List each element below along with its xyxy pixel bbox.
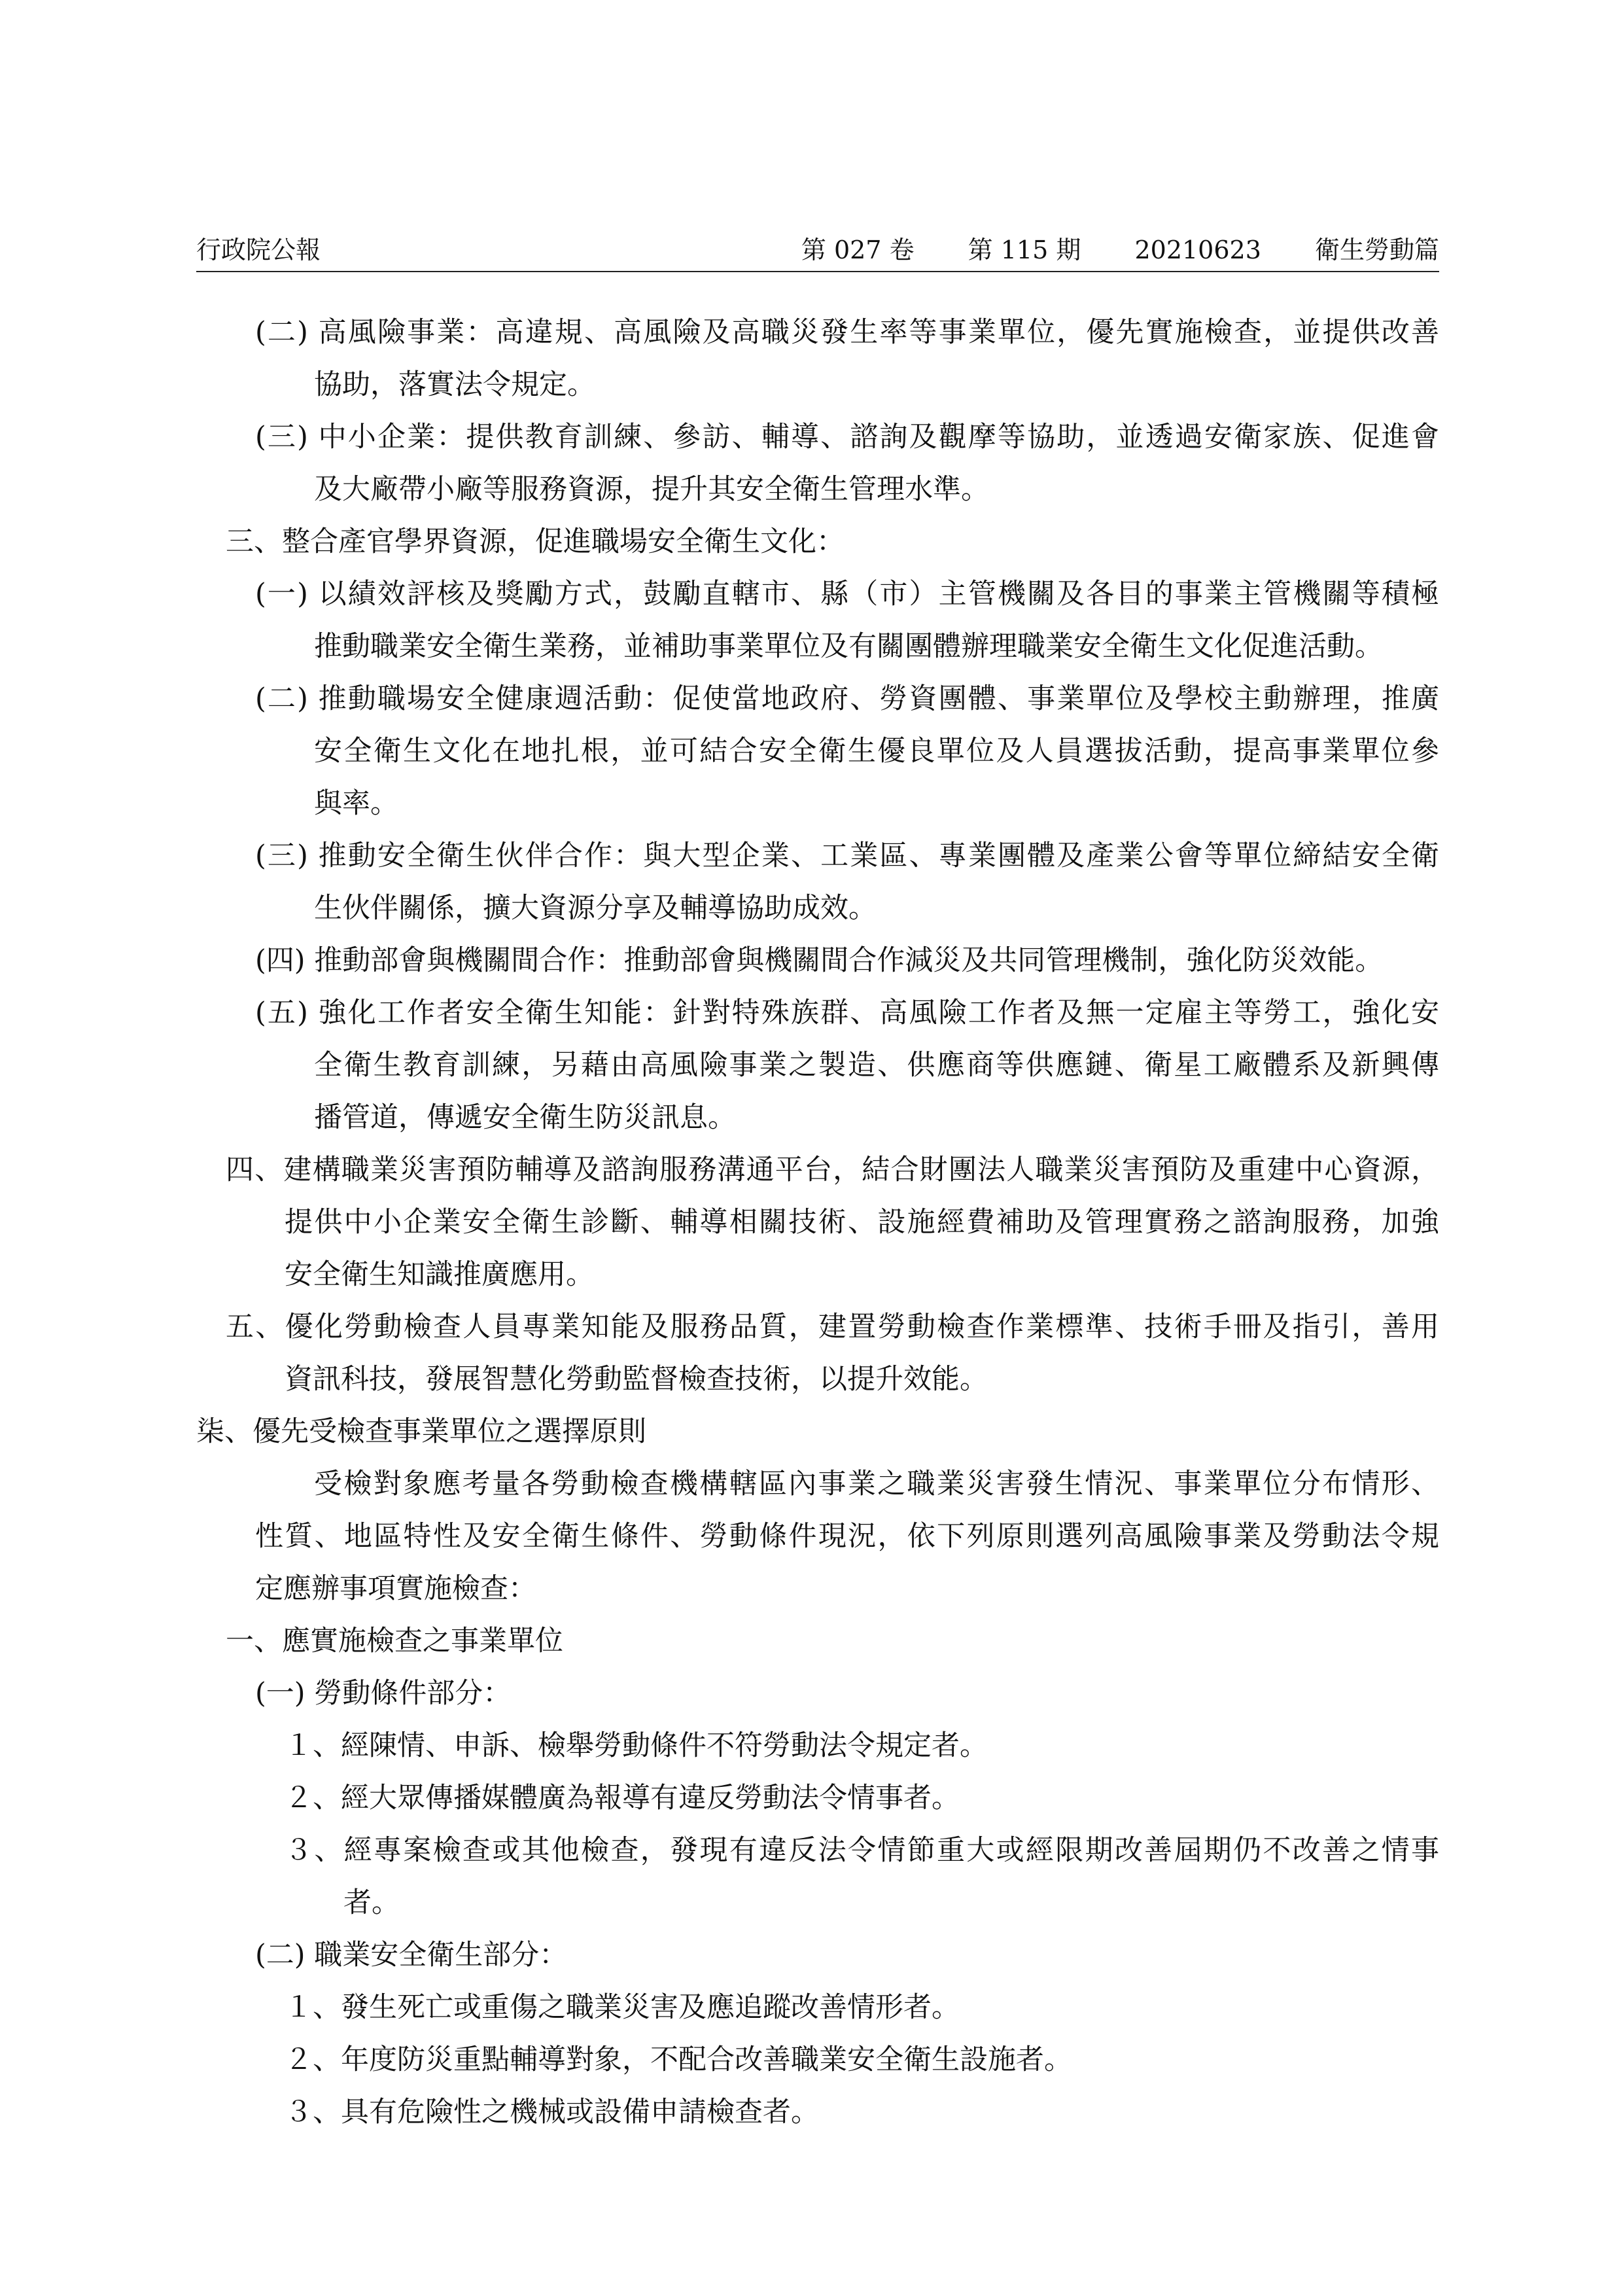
text-line: 及大廠帶小廠等服務資源，提升其安全衛生管理水準。 bbox=[314, 473, 989, 506]
text-line: (三) 推動安全衛生伙伴合作：與大型企業、工業區、專業團體及產業公會等單位締結安全衛 bbox=[255, 839, 1439, 872]
text-line: (二) 高風險事業：高違規、高風險及高職災發生率等事業單位，優先實施檢查，並提供改善 bbox=[255, 316, 1439, 349]
list-item: １、發生死亡或重傷之職業災害及應追蹤改善情形者。 bbox=[285, 1991, 960, 2024]
text-line: 提供中小企業安全衛生診斷、輔導相關技術、設施經費補助及管理實務之諮詢服務，加強 bbox=[285, 1206, 1439, 1239]
section-heading: 四、建構職業災害預防輔導及諮詢服務溝通平台，結合財團法人職業災害預防及重建中心資源， bbox=[226, 1154, 1439, 1186]
page-header bbox=[196, 233, 1439, 267]
text-line: 推動職業安全衛生業務，並補助事業單位及有關團體辦理職業安全衛生文化促進活動。 bbox=[314, 630, 1383, 663]
section-name: 衛生勞動篇 bbox=[1314, 236, 1439, 264]
text-line: 與率。 bbox=[314, 787, 398, 820]
text-line: (二) 推動職場安全健康週活動：促使當地政府、勞資團體、事業單位及學校主動辦理，推廣 bbox=[255, 682, 1439, 715]
text-line: 定應辦事項實施檢查： bbox=[255, 1572, 536, 1605]
text-line: 全衛生教育訓練，另藉由高風險事業之製造、供應商等供應鏈、衛星工廠體系及新興傳 bbox=[314, 1049, 1439, 1082]
volume-number: 第 027 卷 bbox=[801, 236, 915, 264]
header-rule bbox=[196, 271, 1439, 272]
section-heading: 一、應實施檢查之事業單位 bbox=[226, 1625, 563, 1657]
issue-number: 第 115 期 bbox=[968, 236, 1081, 264]
text-line: 性質、地區特性及安全衛生條件、勞動條件現況，依下列原則選列高風險事業及勞動法令規 bbox=[255, 1520, 1439, 1553]
section-heading: 三、整合產官學界資源，促進職場安全衛生文化： bbox=[226, 525, 845, 558]
text-line: (五) 強化工作者安全衛生知能：針對特殊族群、高風險工作者及無一定雇主等勞工，強化安 bbox=[255, 997, 1439, 1029]
publication-name: 行政院公報 bbox=[196, 236, 321, 264]
text-line: (一) 勞動條件部分： bbox=[255, 1677, 512, 1710]
text-line: 者。 bbox=[343, 1886, 400, 1919]
section-heading: 五、優化勞動檢查人員專業知能及服務品質，建置勞動檢查作業標準、技術手冊及指引，善用 bbox=[226, 1311, 1439, 1343]
text-line: 播管道，傳遞安全衛生防災訊息。 bbox=[314, 1101, 736, 1134]
text-line: 協助，落實法令規定。 bbox=[314, 368, 595, 401]
text-line: 受檢對象應考量各勞動檢查機構轄區內事業之職業災害發生情況、事業單位分布情形、 bbox=[314, 1468, 1439, 1500]
text-line: (一) 以績效評核及獎勵方式，鼓勵直轄市、縣（市）主管機關及各目的事業主管機關等積極 bbox=[255, 578, 1439, 610]
text-line: 生伙伴關係，擴大資源分享及輔導協助成效。 bbox=[314, 892, 877, 925]
list-item: ２、年度防災重點輔導對象，不配合改善職業安全衛生設施者。 bbox=[285, 2043, 1072, 2076]
text-line: 資訊科技，發展智慧化勞動監督檢查技術，以提升效能。 bbox=[285, 1363, 988, 1396]
list-item: １、經陳情、申訴、檢舉勞動條件不符勞動法令規定者。 bbox=[285, 1729, 988, 1762]
list-item: ３、經專案檢查或其他檢查，發現有違反法令情節重大或經限期改善屆期仍不改善之情事 bbox=[285, 1834, 1439, 1867]
text-line: 安全衛生知識推廣應用。 bbox=[285, 1258, 594, 1291]
text-line: (二) 職業安全衛生部分： bbox=[255, 1939, 568, 1971]
text-line: (三) 中小企業：提供教育訓練、參訪、輔導、諮詢及觀摩等協助，並透過安衛家族、促進會 bbox=[255, 421, 1439, 453]
document-body bbox=[196, 306, 1439, 2138]
list-item: ２、經大眾傳播媒體廣為報導有違反勞動法令情事者。 bbox=[285, 1782, 960, 1814]
issue-info bbox=[801, 233, 1439, 267]
text-line: 安全衛生文化在地扎根，並可結合安全衛生優良單位及人員選拔活動，提高事業單位參 bbox=[314, 735, 1439, 768]
text-line: (四) 推動部會與機關間合作：推動部會與機關間合作減災及共同管理機制，強化防災效能。 bbox=[255, 944, 1384, 977]
chapter-heading: 柒、優先受檢查事業單位之選擇原則 bbox=[196, 1415, 646, 1448]
issue-date: 20210623 bbox=[1134, 236, 1261, 264]
list-item: ３、具有危險性之機械或設備申請檢查者。 bbox=[285, 2096, 819, 2128]
